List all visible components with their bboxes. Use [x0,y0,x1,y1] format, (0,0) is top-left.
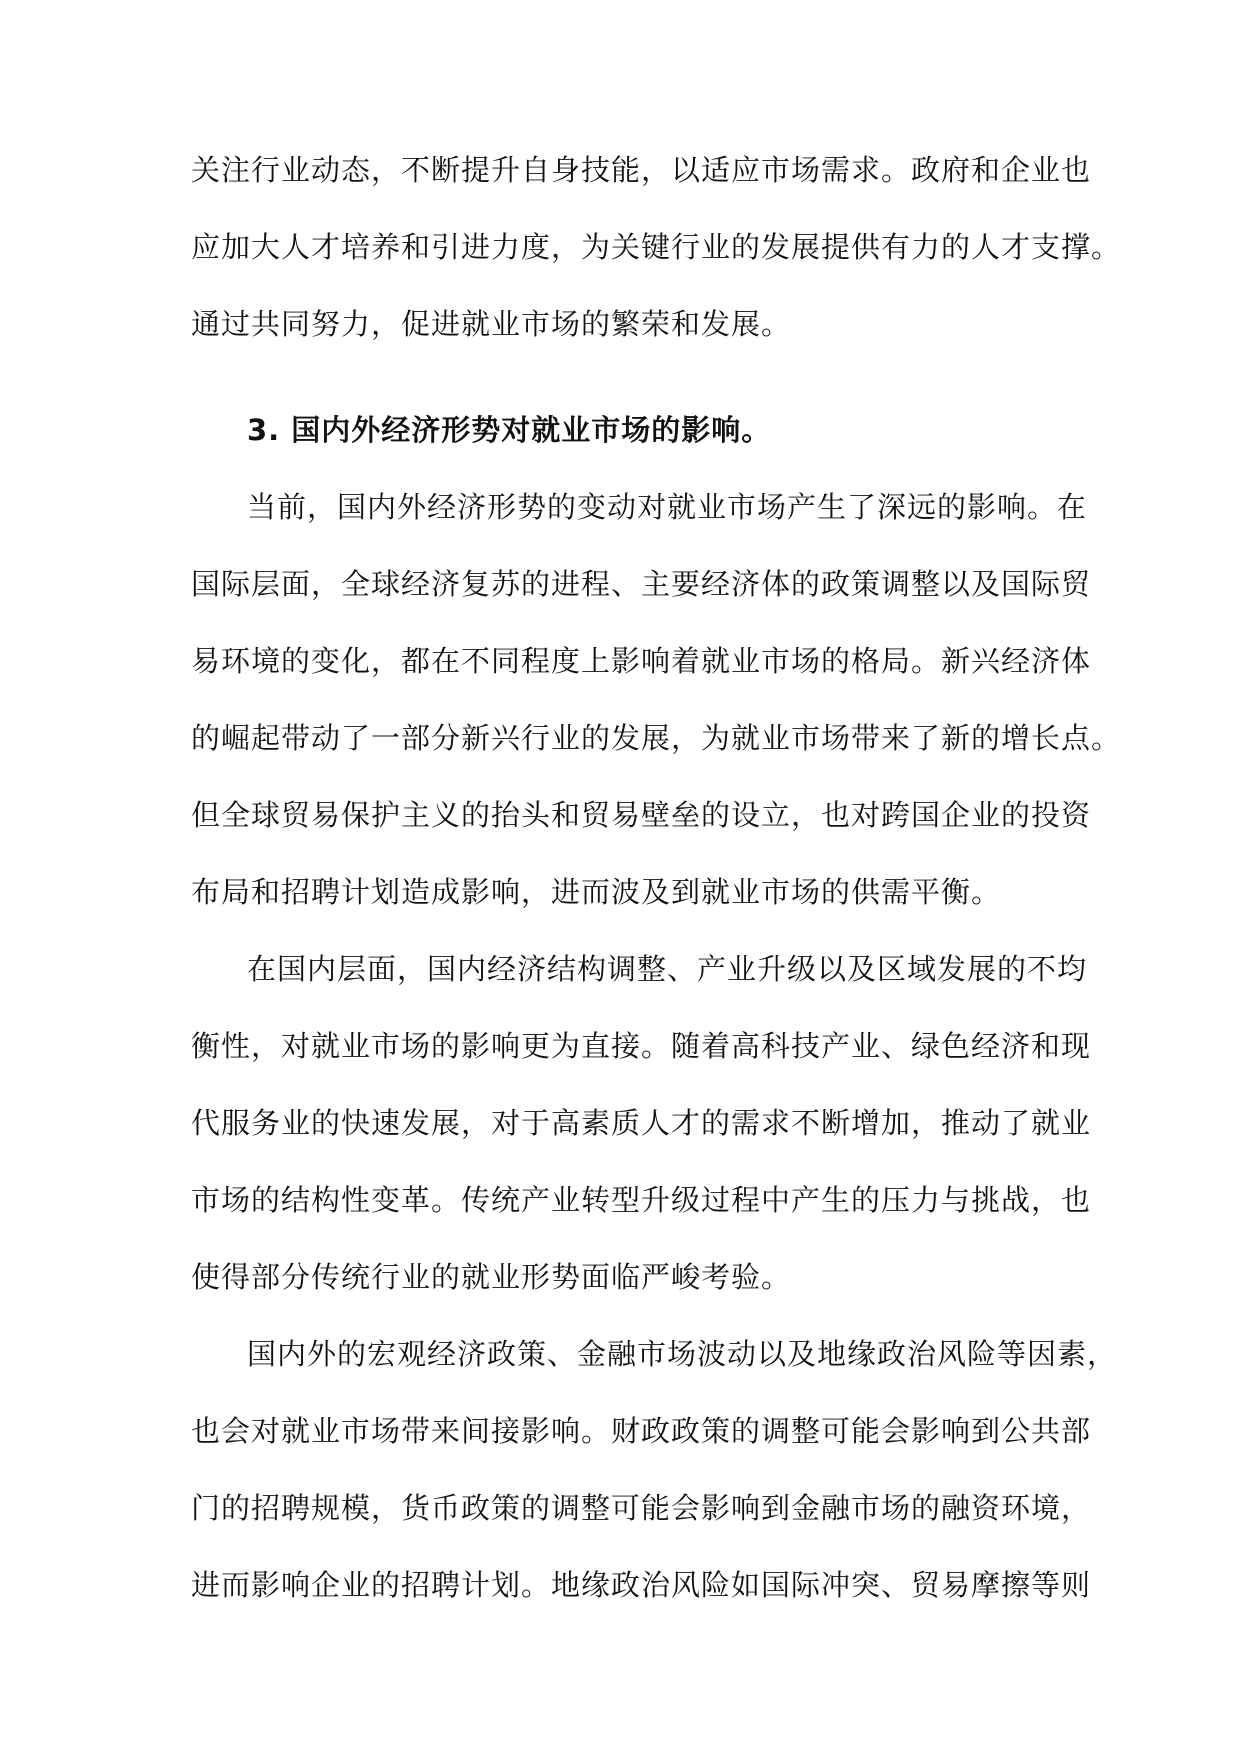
paragraph-line: 国内外的宏观经济政策、金融市场波动以及地缘政治风险等因素， [247,1337,1118,1371]
paragraph-line: 国际层面，全球经济复苏的进程、主要经济体的政策调整以及国际贸 [191,567,1092,601]
paragraph-line: 衡性，对就业市场的影响更为直接。随着高科技产业、绿色经济和现 [191,1029,1092,1063]
paragraph-line: 进而影响企业的招聘计划。地缘政治风险如国际冲突、贸易摩擦等则 [191,1568,1092,1602]
paragraph-line: 通过共同努力，促进就业市场的繁荣和发展。 [191,307,792,341]
paragraph-line: 易环境的变化，都在不同程度上影响着就业市场的格局。新兴经济体 [191,644,1092,678]
section-heading: 3. 国内外经济形势对就业市场的影响。 [247,413,772,447]
paragraph-line: 应加大人才培养和引进力度，为关键行业的发展提供有力的人才支撑。 [191,230,1122,264]
paragraph-line: 关注行业动态，不断提升自身技能，以适应市场需求。政府和企业也 [191,153,1092,187]
paragraph-line: 当前，国内外经济形势的变动对就业市场产生了深远的影响。在 [247,490,1088,524]
paragraph-line: 代服务业的快速发展，对于高素质人才的需求不断增加，推动了就业 [191,1106,1092,1140]
paragraph-line: 布局和招聘计划造成影响，进而波及到就业市场的供需平衡。 [191,875,1002,909]
paragraph-line: 但全球贸易保护主义的抬头和贸易壁垒的设立，也对跨国企业的投资 [191,798,1092,832]
paragraph-line: 门的招聘规模，货币政策的调整可能会影响到金融市场的融资环境， [191,1491,1092,1525]
paragraph-line: 的崛起带动了一部分新兴行业的发展，为就业市场带来了新的增长点。 [191,721,1122,755]
paragraph-line: 使得部分传统行业的就业形势面临严峻考验。 [191,1260,792,1294]
paragraph-line: 在国内层面，国内经济结构调整、产业升级以及区域发展的不均 [247,952,1088,986]
paragraph-line: 市场的结构性变革。传统产业转型升级过程中产生的压力与挑战，也 [191,1183,1092,1217]
paragraph-line: 也会对就业市场带来间接影响。财政政策的调整可能会影响到公共部 [191,1414,1092,1448]
